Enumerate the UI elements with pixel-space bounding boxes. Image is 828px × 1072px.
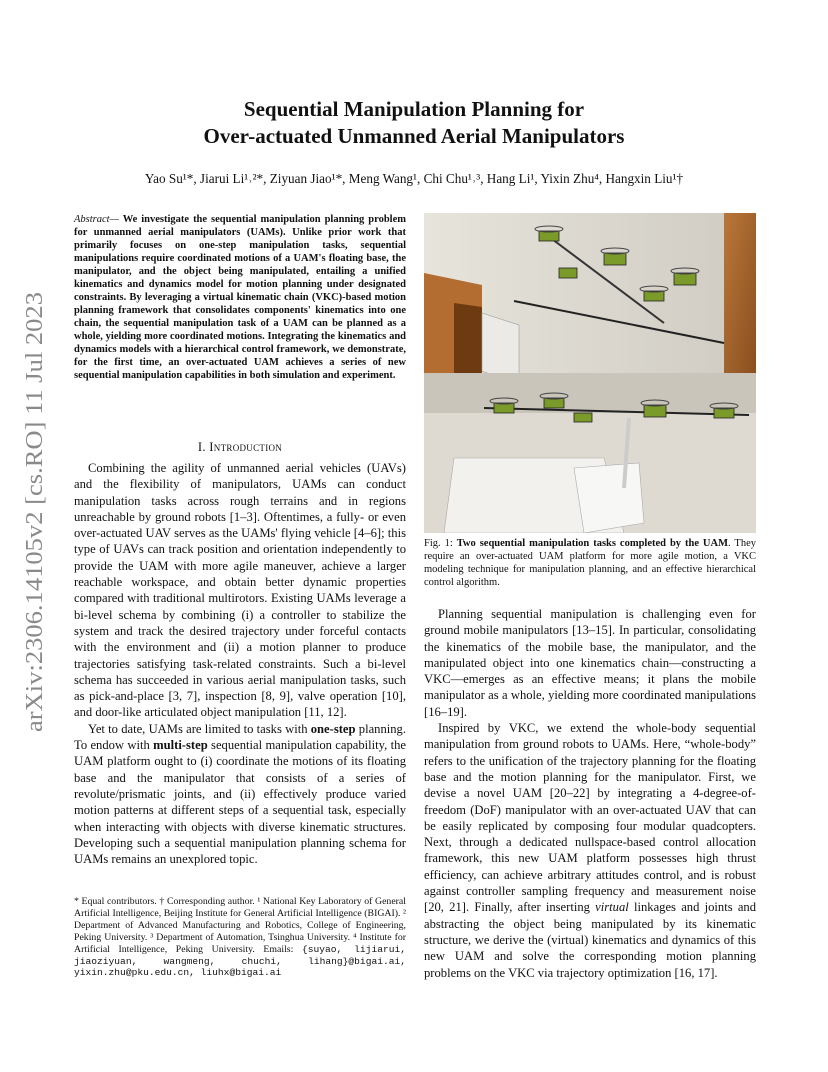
section-title: Introduction — [209, 440, 283, 454]
arxiv-stamp — [12, 292, 52, 732]
figure-1 — [424, 213, 756, 533]
intro-paragraph-1: Combining the agility of unmanned aerial vehicles (UAVs) and the flexibility of manipulators, UAMs can conduct manipulation tasks across rough terrains and in regions unreachable by ground robots [1–3]. Oftentimes, a fully- or even over-actuated UAV serves as the UAMs' flying vehicle [4–6]; this type of UAVs can track position and orientation independently to provide the UAM with more agile maneuver, achieve a larger reachable workspace, and obtain better dynamic properties compared with traditional multirotors. Existing UAMs leverage a bi-level schema by combining (i) a controller to stabilize the system and track the desired trajectory under forceful contacts with the environment and (ii) a motion planner to produce trajectories satisfying task-related constraints. Such a bi-level schema has succeeded in various aerial manipulation tasks, such as pick-and-place [3, 7], inspection [8, 9], valve operation [10], and door-like articulated object manipulation [11, 12]. — [74, 461, 406, 720]
intro-paragraph-2 — [74, 721, 406, 868]
section-heading — [74, 440, 406, 455]
intro-right-column — [424, 606, 756, 981]
section-number: I. — [197, 440, 210, 454]
abstract-body: We investigate the sequential manipulation planning problem for unmanned aerial manipulators (UAMs). Unlike prior work that primarily focuses on one-step manipulation tasks, sequential manipulations require coordinated motions of a UAM's floating base, the manipulator, and the object being manipulated, entailing a unified kinematics and dynamics model for motion planning under designated constraints. By leveraging a virtual kinematic chain (VKC)-based motion planning framework that consolidates components' kinematics into one chain, the sequential manipulation task of a UAM can be planned as a whole, yielding more coordinated motions. Integrating the kinematics and dynamics models with a hierarchical control framework, we demonstrate, for the first time, an over-actuated UAM achieves a series of new sequential manipulation capabilities in both simulation and experiment. — [74, 214, 406, 381]
right-p2-italic: virtual — [595, 900, 629, 915]
title-line-2: Over-actuated Unmanned Aerial Manipulators — [203, 124, 625, 148]
author-list: Yao Su¹*, Jiarui Li¹˒²*, Ziyuan Jiao¹*, Meng Wang¹, Chi Chu¹˒³, Hang Li¹, Yixin Zhu⁴, Hangxin Liu¹† — [144, 171, 684, 186]
intro-p2-text-c: sequential manipulation capability, the UAM platform ought to (i) coordinate the motions of its floating base and the manipulator that consists of a series of revolute/prismatic joints, and (ii) effectively produce varied motion patterns at different steps of a sequential task, especially when interacting with objects with diverse kinematic structures. Developing such a sequential manipulation planning schema for UAMs remains an unexplored topic. — [74, 738, 406, 867]
footnote-text: * Equal contributors. † Corresponding author. ¹ National Key Laboratory of General Artificial Intelligence, Beijing Institute for General Artificial Intelligence (BIGAI). ² Department of Advanced Manufacturing and Robotics, College of Engineering, Peking University. ³ Department of Automation, Tsinghua University. ⁴ Institute for Artificial Intelligence, Peking University. Emails: — [74, 896, 406, 955]
intro-left-column — [74, 460, 406, 867]
figure-1-photo — [424, 213, 756, 533]
abstract-lead: Abstract— — [74, 214, 119, 225]
footnote-emails: {suyao, lijiarui, jiaoziyuan, wangmeng, chuchi, lihang}@bigai.ai, yixin.zhu@pku.edu.cn, liuhx@bigai.ai — [74, 943, 406, 979]
intro-p2-bold-a: one-step — [310, 721, 356, 736]
caption-label: Fig. 1: — [424, 538, 457, 549]
right-paragraph-2 — [424, 720, 756, 981]
arxiv-id: arXiv:2306.14105v2 [cs.RO] 11 Jul 2023 — [21, 325, 48, 732]
footnote — [74, 896, 406, 979]
intro-p2-bold-b: multi-step — [153, 738, 208, 753]
right-p2-text-a: Inspired by VKC, we extend the whole-body sequential manipulation from ground robots to UAMs. Here, “whole-body” refers to the unification of the trajectory planning for the floating base and the motion planning for the manipulator. First, we devise a novel UAM [20–22] by integrating a 4-degree-of-freedom (DoF) manipulator with an over-actuated UAV that can be easily replicated by composing four modular quadcopters. Next, through a dedicated nullspace-based control allocation framework, this new UAM platform possesses high thrust efficiency, can achieve arbitrary attitudes control, and is robust against controller sampling frequency and measurement noise [20, 21]. Finally, after inserting — [424, 721, 756, 915]
intro-p2-text-b: planning. To endow with — [74, 721, 406, 753]
caption-rest: . They require an over-actuated UAM platform for more agile motion, a VKC modeling technique for manipulation planning, and an effective hierarchical control algorithm. — [424, 538, 756, 588]
title-line-1: Sequential Manipulation Planning for — [243, 97, 585, 121]
right-p2-text-b: linkages and joints and abstracting the object being manipulated by its kinematic structure, we derive the (virtual) kinematics and dynamics of this new UAM and solve the corresponding motion planning problems on the VKC via trajectory optimization [16, 17]. — [424, 900, 756, 980]
caption-bold: Two sequential manipulation tasks completed by the UAM — [456, 538, 729, 549]
intro-p2-text-a: Yet to date, UAMs are limited to tasks with — [88, 721, 311, 736]
abstract — [74, 213, 406, 382]
right-paragraph-1: Planning sequential manipulation is challenging even for ground mobile manipulators [13–15]. In particular, consolidating the kinematics of the mobile base, the manipulator, and the manipulated object into one kinematics chain—constructing a VKC—emerges as an effective means; it plans the mobile manipulator as a whole, yielding more coordinated manipulations [16–19]. — [424, 607, 756, 719]
figure-1-caption — [424, 537, 756, 589]
paper-title — [80, 96, 748, 150]
